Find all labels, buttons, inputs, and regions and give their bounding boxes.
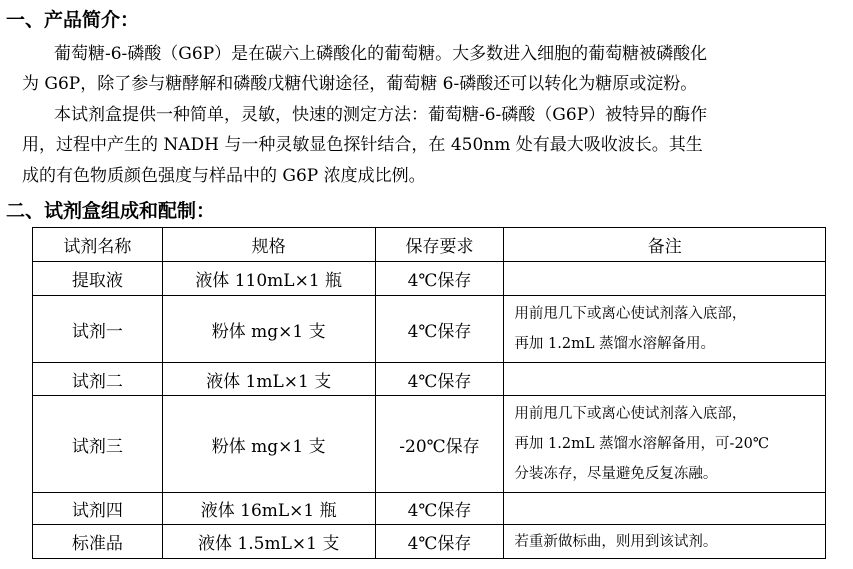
reagent-storage: -20℃保存 — [375, 396, 504, 493]
intro-line-1: 葡萄糖-6-磷酸（G6P）是在碳六上磷酸化的葡萄糖。大多数进入细胞的葡萄糖被磷酸化 — [54, 44, 708, 64]
table-row — [33, 525, 826, 559]
table-row — [33, 262, 826, 296]
reagent-spec: 液体 110mL×1 瓶 — [162, 262, 375, 296]
intro-line-3: 本试剂盒提供一种简单，灵敏，快速的测定方法：葡萄糖-6-磷酸（G6P）被特异的酶作 — [54, 105, 708, 125]
header-storage: 保存要求 — [375, 228, 504, 262]
note-line: 分装冻存，尽量避免反复冻融。 — [514, 466, 718, 482]
reagent-name: 提取液 — [33, 262, 163, 296]
reagent-notes — [504, 262, 826, 296]
reagent-notes — [504, 493, 826, 525]
reagent-storage: 4℃保存 — [375, 262, 504, 296]
reagent-storage: 4℃保存 — [375, 363, 504, 396]
reagent-spec: 液体 1.5mL×1 支 — [162, 525, 375, 559]
reagent-notes — [504, 363, 826, 396]
table-row — [33, 363, 826, 396]
table-row — [33, 396, 826, 493]
reagent-spec: 粉体 mg×1 支 — [162, 396, 375, 493]
note-line: 用前甩几下或离心使试剂落入底部， — [514, 306, 747, 322]
reagent-spec: 粉体 mg×1 支 — [162, 296, 375, 363]
section-intro-heading: 一、产品简介： — [6, 9, 140, 31]
reagent-notes — [504, 525, 826, 559]
reagent-name: 试剂三 — [33, 396, 163, 493]
reagent-notes — [504, 296, 826, 363]
intro-line-4: 用，过程中产生的 NADH 与一种灵敏显色探针结合，在 450nm 处有最大吸收波长。其生 — [22, 135, 703, 155]
table-header-row — [33, 228, 826, 262]
reagent-spec: 液体 1mL×1 支 — [162, 363, 375, 396]
section-kit-heading: 二、试剂盒组成和配制： — [6, 200, 216, 222]
note-line: 若重新做标曲，则用到该试剂。 — [514, 533, 718, 550]
reagent-table — [32, 227, 826, 559]
reagent-name: 试剂二 — [33, 363, 163, 396]
note-line: 再加 1.2mL 蒸馏水溶解备用。 — [514, 336, 716, 352]
reagent-storage: 4℃保存 — [375, 493, 504, 525]
header-notes: 备注 — [504, 228, 826, 262]
reagent-storage: 4℃保存 — [375, 525, 504, 559]
note-line: 用前甩几下或离心使试剂落入底部， — [514, 406, 747, 422]
reagent-storage: 4℃保存 — [375, 296, 504, 363]
intro-line-5: 成的有色物质颜色强度与样品中的 G6P 浓度成比例。 — [22, 166, 426, 186]
reagent-name: 试剂一 — [33, 296, 163, 363]
note-line: 再加 1.2mL 蒸馏水溶解备用，可-20℃ — [514, 436, 770, 452]
reagent-name: 标准品 — [33, 525, 163, 559]
header-spec: 规格 — [162, 228, 375, 262]
reagent-name: 试剂四 — [33, 493, 163, 525]
table-row — [33, 493, 826, 525]
intro-line-2: 为 G6P，除了参与糖酵解和磷酸戊糖代谢途径，葡萄糖 6-磷酸还可以转化为糖原或淀粉。 — [22, 74, 698, 94]
table-row — [33, 296, 826, 363]
reagent-spec: 液体 16mL×1 瓶 — [162, 493, 375, 525]
reagent-notes — [504, 396, 826, 493]
header-reagent-name: 试剂名称 — [33, 228, 163, 262]
